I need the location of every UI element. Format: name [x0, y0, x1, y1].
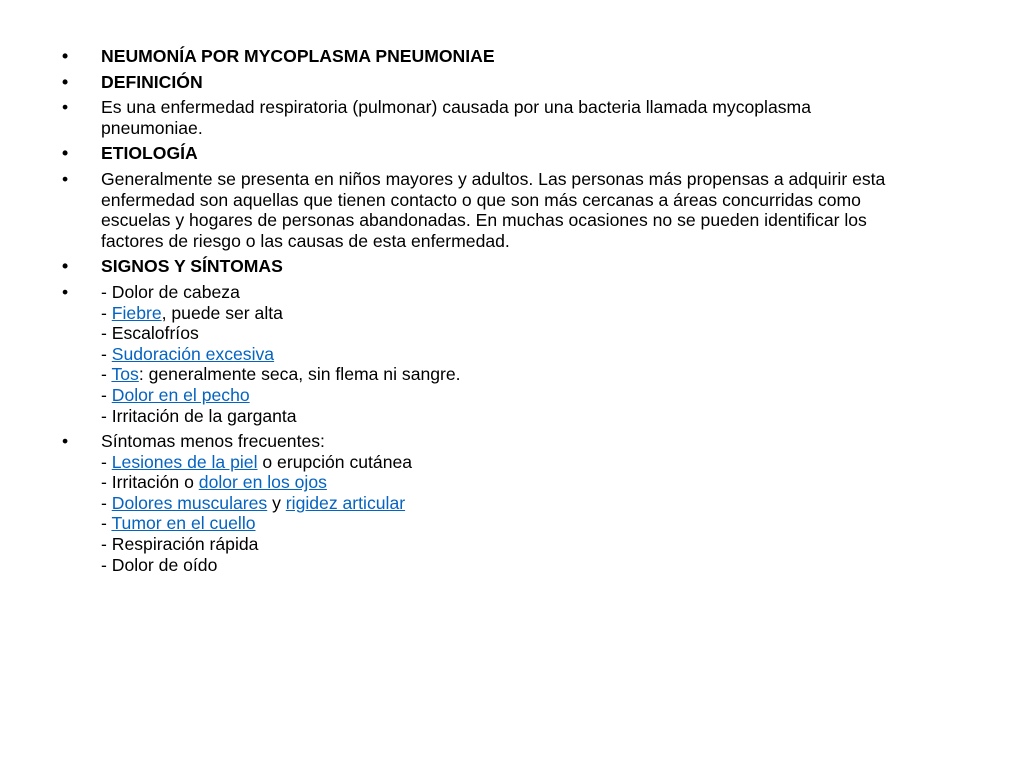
etiologia-line: enfermedad son aquellas que tienen contacto o que son más cercanas a áreas concurridas como [101, 189, 861, 210]
definicion-line: pneumoniae. [101, 117, 203, 138]
bullet-etiologia-heading [62, 143, 962, 164]
menos-mid: y [267, 492, 286, 513]
bullet-etiologia-text [62, 169, 962, 251]
menos-line [101, 472, 962, 493]
signo-prefix: - [101, 343, 112, 364]
signo-text: - Escalofríos [101, 323, 199, 344]
etiologia-heading: ETIOLOGÍA [101, 143, 198, 164]
menos-prefix: - [101, 492, 112, 513]
bullet-definicion-text [62, 97, 962, 138]
bullet-signos-list [62, 282, 962, 426]
signo-prefix: - [101, 364, 112, 385]
menos-suffix: o erupción cutánea [257, 451, 413, 472]
signo-line [101, 406, 962, 427]
menos-heading: • Síntomas menos frecuentes: [101, 431, 325, 452]
signo-line [101, 364, 962, 385]
signo-line [101, 385, 962, 406]
definicion-heading: DEFINICIÓN [101, 71, 203, 92]
signo-text: - Irritación de la garganta [101, 405, 297, 426]
bullet-definicion-heading [62, 72, 962, 93]
signos-heading: SIGNOS Y SÍNTOMAS [101, 256, 283, 277]
etiologia-line: • Generalmente se presenta en niños mayores y adultos. Las personas más propensas a adquirir esta [101, 168, 886, 189]
etiologia-line: factores de riesgo o las causas de esta enfermedad. [101, 230, 510, 251]
bullet-menos-frecuentes [62, 431, 962, 575]
fiebre-link[interactable]: Fiebre [111, 302, 162, 323]
menos-line [101, 555, 962, 576]
definicion-line: • Es una enfermedad respiratoria (pulmonar) causada por una bacteria llamada mycoplasma [101, 97, 811, 118]
dolor-ojos-link[interactable]: dolor en los ojos [198, 472, 327, 493]
sudoracion-link[interactable]: Sudoración excesiva [111, 343, 275, 364]
menos-line [101, 452, 962, 473]
etiologia-line: escuelas y hogares de personas abandonadas. En muchas ocasiones no se pueden identificar los [101, 210, 867, 231]
signo-line [101, 344, 962, 365]
menos-prefix: - Irritación o [101, 472, 199, 493]
rigidez-articular-link[interactable]: rigidez articular [285, 492, 406, 513]
menos-text: - Dolor de oído [101, 554, 218, 575]
signo-text: - Dolor de cabeza [101, 281, 240, 302]
signo-line [101, 323, 962, 344]
menos-line [101, 493, 962, 514]
bullet-list [62, 46, 962, 580]
tumor-cuello-link[interactable]: Tumor en el cuello [111, 513, 256, 534]
signo-line [101, 282, 962, 303]
signo-prefix: - [101, 302, 112, 323]
signo-prefix: - [101, 384, 112, 405]
menos-text: - Respiración rápida [101, 534, 259, 555]
menos-prefix: - [101, 451, 112, 472]
lesiones-piel-link[interactable]: Lesiones de la piel [111, 451, 258, 472]
slide-title: NEUMONÍA POR MYCOPLASMA PNEUMONIAE [101, 46, 495, 66]
bullet-signos-heading [62, 256, 962, 277]
signo-suffix: : generalmente seca, sin flema ni sangre. [138, 364, 461, 385]
signo-line [101, 303, 962, 324]
menos-line [101, 534, 962, 555]
tos-link[interactable]: Tos [111, 364, 139, 385]
bullet-title [62, 46, 962, 67]
menos-line [101, 513, 962, 534]
signo-suffix: , puede ser alta [161, 302, 283, 323]
dolor-pecho-link[interactable]: Dolor en el pecho [111, 384, 250, 405]
menos-prefix: - [101, 513, 112, 534]
dolores-musculares-link[interactable]: Dolores musculares [111, 492, 268, 513]
